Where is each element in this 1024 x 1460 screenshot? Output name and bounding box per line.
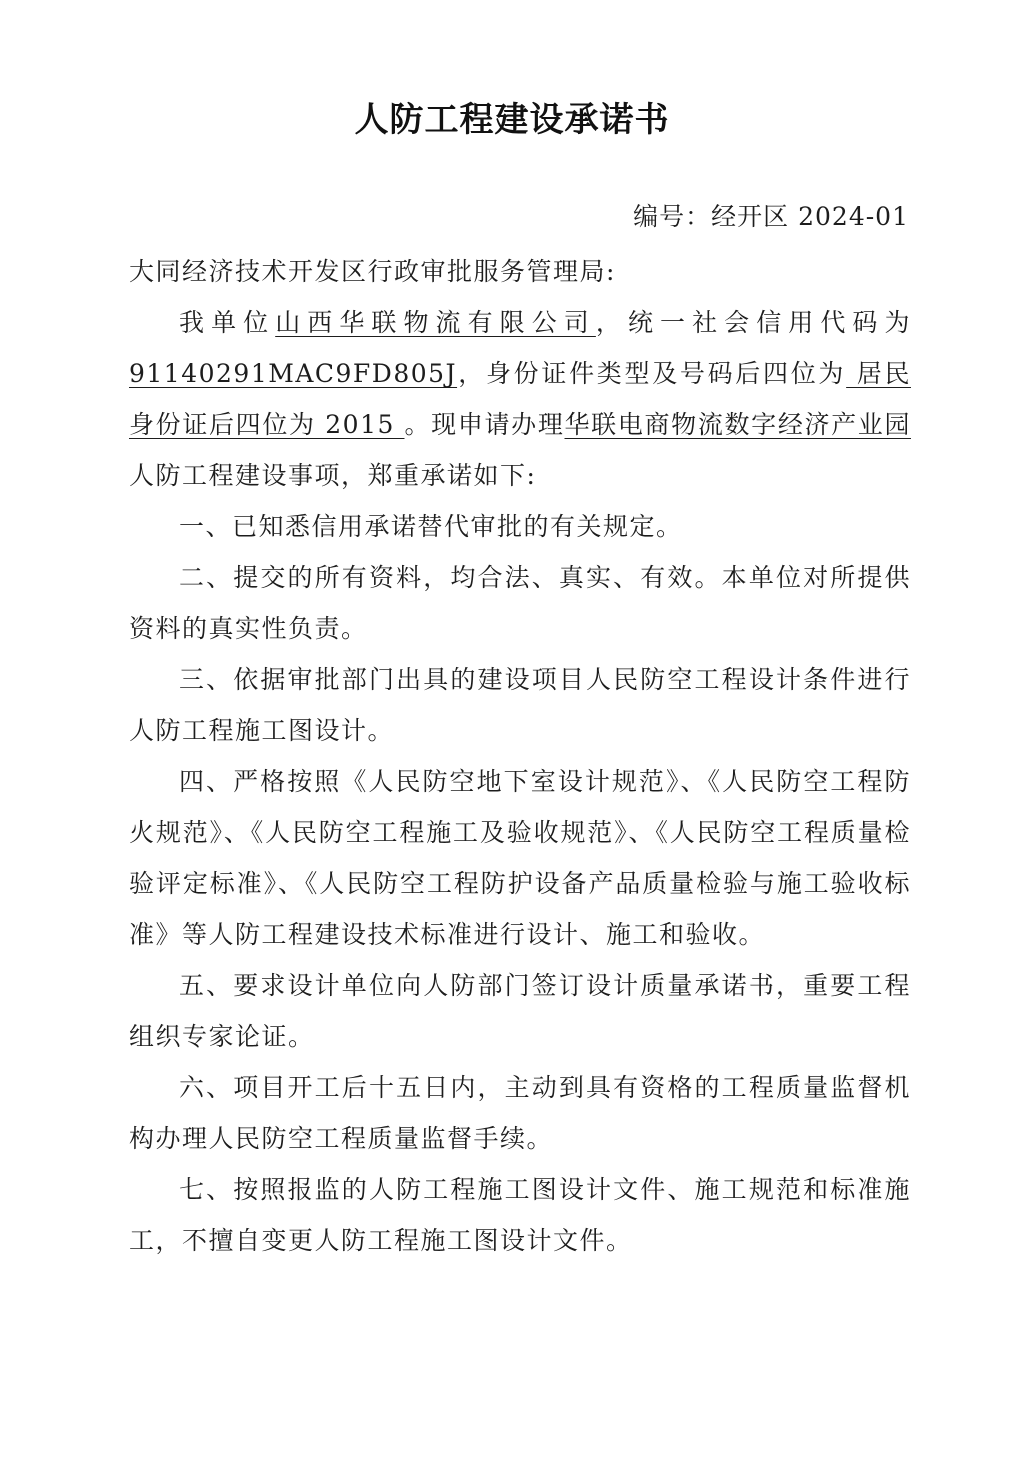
intro-text-2: ，统一社会信用代码为 [595, 308, 911, 337]
commitment-item-5: 五、要求设计单位向人防部门签订设计质量承诺书，重要工程组织专家论证。 [129, 971, 911, 1051]
addressee: 大同经济技术开发区行政审批服务管理局: [129, 257, 616, 286]
intro-text-3: ，身份证件类型及号码后四位为 [457, 359, 847, 388]
commitment-item-3: 三、依据审批部门出具的建设项目人民防空工程设计条件进行人防工程施工图设计。 [129, 665, 911, 745]
commitment-item-7: 七、按照报监的人防工程施工图设计文件、施工规范和标准施工，不擅自变更人防工程施工图设计文件。 [129, 1175, 911, 1255]
project-name: 华联电商物流数字经济产业园 [564, 410, 911, 439]
intro-text-1: 我单位 [179, 308, 276, 337]
commitment-item-6: 六、项目开工后十五日内，主动到具有资格的工程质量监督机构办理人民防空工程质量监督手续。 [129, 1073, 911, 1153]
company-name: 山西华联物流有限公司 [275, 308, 596, 337]
document-title: 人防工程建设承诺书 [354, 100, 670, 140]
intro-paragraph [129, 297, 911, 501]
id-info: 居民身份证后四位为 2015 [129, 359, 911, 439]
document-number [633, 197, 909, 233]
commitment-item-2: 二、提交的所有资料，均合法、真实、有效。本单位对所提供资料的真实性负责。 [129, 563, 911, 643]
commitment-item-4: 四、严格按照《人民防空地下室设计规范》、《人民防空工程防火规范》、《人民防空工程施工及验收规范》、《人民防空工程质量检验评定标准》、《人民防空工程防护设备产品质量检验与施工验收标准》等人防工程建设技术标准进行设计、施工和验收。 [129, 767, 911, 949]
document-number-value: 经开区 2024-01 [711, 202, 909, 231]
intro-text-5: 人防工程建设事项，郑重承诺如下: [129, 461, 537, 490]
document-number-label: 编号： [633, 202, 712, 231]
credit-code: 91140291MAC9FD805J [129, 359, 458, 388]
intro-text-4: 。现申请办理 [404, 410, 565, 439]
document-body [129, 246, 911, 1266]
commitment-item-1: 一、已知悉信用承诺替代审批的有关规定。 [179, 512, 683, 541]
